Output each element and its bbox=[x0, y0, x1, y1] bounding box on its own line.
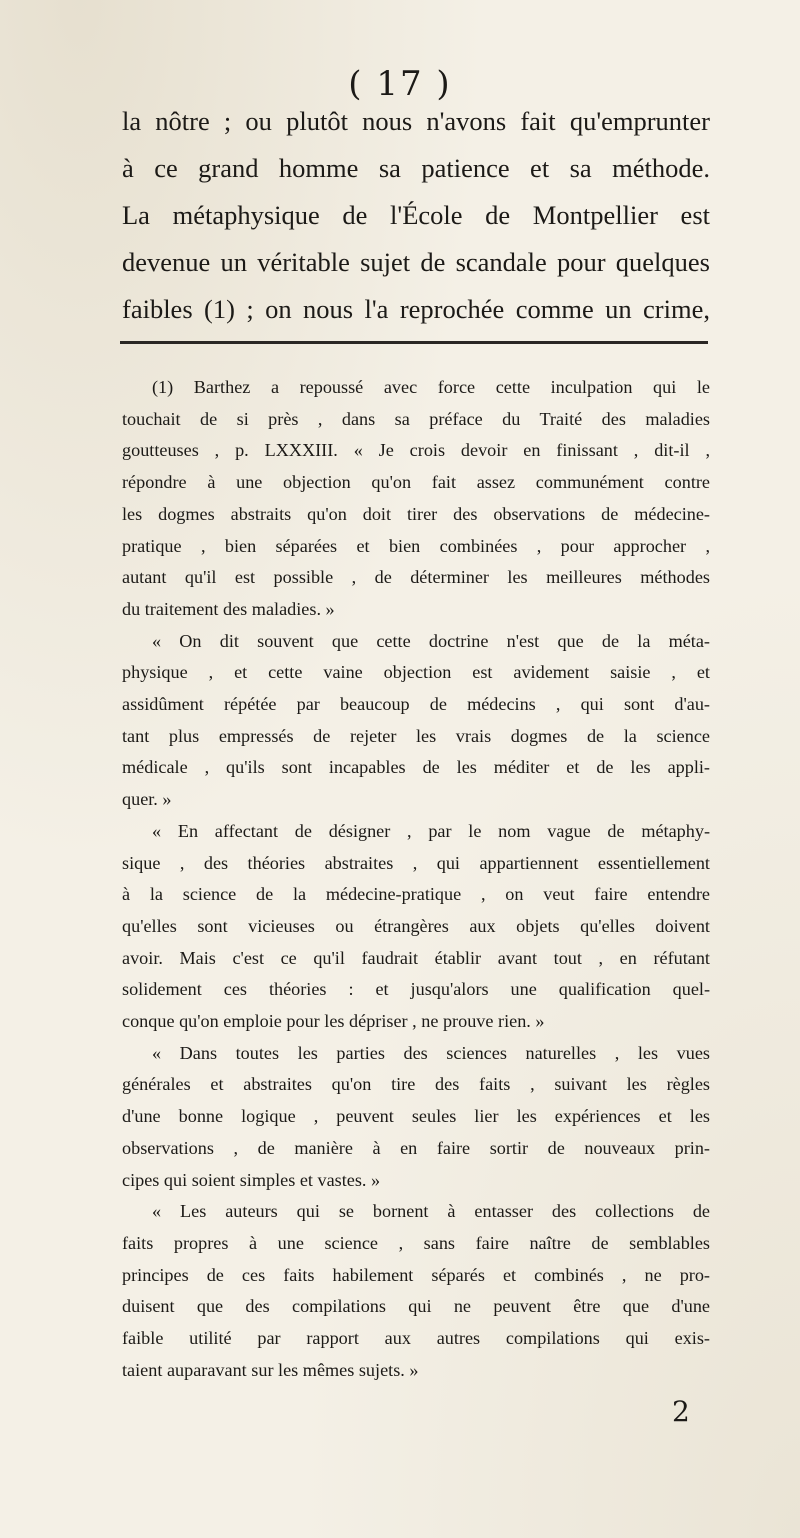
main-line: La métaphysique de l'École de Montpellier est bbox=[122, 200, 710, 230]
main-paragraph bbox=[122, 98, 710, 333]
footnote-line: conque qu'on emploie pour les dépriser , ne prouve rien. » bbox=[122, 1011, 545, 1032]
footnote-line: à la science de la médecine-pratique , on veut faire entendre bbox=[122, 884, 710, 905]
signature-mark: 2 bbox=[672, 1395, 690, 1428]
footnote-line: générales et abstraites qu'on tire des faits , suivant les règles bbox=[122, 1074, 710, 1095]
footnote-line: les dogmes abstraits qu'on doit tirer des observations de médecine- bbox=[122, 503, 710, 524]
footnote-line: « On dit souvent que cette doctrine n'est que de la méta- bbox=[152, 630, 710, 651]
page-number: ( 17 ) bbox=[348, 64, 452, 104]
footnote-line: physique , et cette vaine objection est avidement saisie , et bbox=[122, 662, 710, 683]
footnote-line: d'une bonne logique , peuvent seules lier les expériences et les bbox=[122, 1106, 710, 1127]
footnote-line: pratique , bien séparées et bien combinées , pour approcher , bbox=[122, 535, 710, 556]
footnote-line: autant qu'il est possible , de déterminer les meilleures méthodes bbox=[122, 567, 710, 588]
footnote-line: sique , des théories abstraites , qui appartiennent essentiellement bbox=[122, 852, 710, 873]
footnote-line: (1) Barthez a repoussé avec force cette inculpation qui le bbox=[152, 377, 710, 397]
footnote-line: faible utilité par rapport aux autres compilations qui exis- bbox=[122, 1328, 710, 1349]
footnote-line: qu'elles sont vicieuses ou étrangères aux objets qu'elles doivent bbox=[122, 915, 710, 936]
footnote-separator bbox=[120, 341, 708, 344]
footnote-line: du traitement des maladies. » bbox=[122, 598, 335, 619]
footnote-line: médicale , qu'ils sont incapables de les méditer et de les appli- bbox=[122, 757, 710, 778]
footnote-line: solidement ces théories : et jusqu'alors une qualification quel- bbox=[122, 979, 710, 1000]
main-line: à ce grand homme sa patience et sa méthode. bbox=[122, 153, 710, 183]
main-line: la nôtre ; ou plutôt nous n'avons fait qu'emprunter bbox=[122, 106, 710, 136]
footnote-line: tant plus empressés de rejeter les vrais dogmes de la science bbox=[122, 725, 710, 746]
footnote-line: avoir. Mais c'est ce qu'il faudrait établir avant tout , en réfutant bbox=[122, 947, 710, 968]
main-line: faibles (1) ; on nous l'a reprochée comme un crime, bbox=[122, 294, 710, 324]
footnote-line: « En affectant de désigner , par le nom vague de métaphy- bbox=[152, 820, 710, 841]
footnote-line: goutteuses , p. LXXXIII. « Je crois devoir en finissant , dit-il , bbox=[122, 440, 710, 461]
footnote-line: assidûment répétée par beaucoup de médecins , qui sont d'au- bbox=[122, 694, 710, 715]
footnote-line: quer. » bbox=[122, 789, 172, 810]
footnote-line: principes de ces faits habilement séparés et combinés , ne pro- bbox=[122, 1264, 710, 1285]
footnote-line: touchait de si près , dans sa préface du Traité des maladies bbox=[122, 408, 710, 429]
footnote-line: cipes qui soient simples et vastes. » bbox=[122, 1169, 381, 1190]
footnote-line: faits propres à une science , sans faire naître de semblables bbox=[122, 1232, 710, 1253]
footnote-line: « Les auteurs qui se bornent à entasser des collections de bbox=[152, 1201, 710, 1222]
footnote-line: observations , de manière à en faire sortir de nouveaux prin- bbox=[122, 1137, 710, 1158]
footnote-line: « Dans toutes les parties des sciences naturelles , les vues bbox=[152, 1042, 710, 1063]
footnote bbox=[122, 372, 710, 1387]
footnote-line: répondre à une objection qu'on fait assez communément contre bbox=[122, 472, 710, 493]
main-line: devenue un véritable sujet de scandale pour quelques bbox=[122, 247, 710, 277]
footnote-line: duisent que des compilations qui ne peuvent être que d'une bbox=[122, 1296, 710, 1317]
footnote-line: taient auparavant sur les mêmes sujets. » bbox=[122, 1359, 419, 1380]
